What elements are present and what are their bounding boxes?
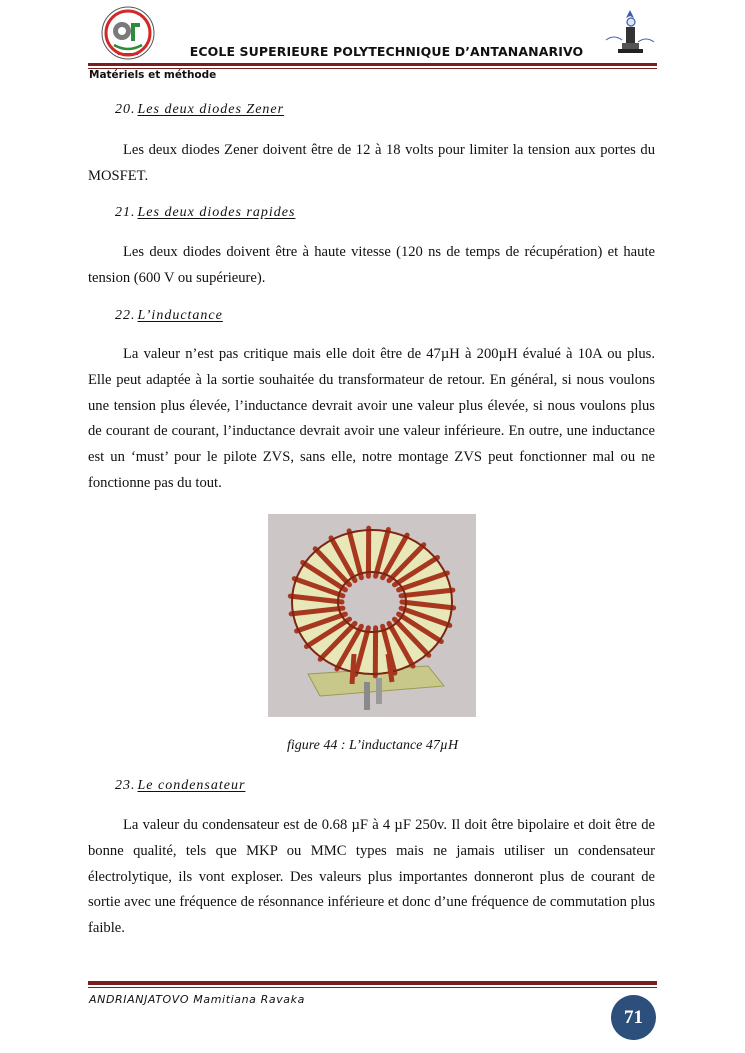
- heading-title: Le condensateur: [137, 778, 246, 793]
- header-rule: [88, 63, 657, 66]
- heading-inductance: [115, 308, 223, 324]
- school-name: ECOLE SUPERIEURE POLYTECHNIQUE D’ANTANANARIVO: [189, 44, 584, 59]
- heading-number: 23.: [115, 778, 136, 793]
- heading-title: Les deux diodes rapides: [137, 205, 296, 220]
- figure-caption: figure 44 : L’inductance 47µH: [286, 738, 459, 753]
- paragraph-capacitor: La valeur du condensateur est de 0.68 µF à 4 µF 250v. Il doit être bipolaire et doit être de bonne qualité, tels que MKP ou MMC types mais ne jamais utiliser un condensateur électrolytique, ils vont exploser. Des valeurs plus importantes donneront plus de courant de sortie avec une fréquence de résonnance inférieure et donc d’une fréquence de commutation plus faible.: [88, 817, 655, 937]
- department-logo: [604, 6, 656, 62]
- paragraph-inductance: La valeur n’est pas critique mais elle doit être de 47µH à 200µH évalué à 10A ou plus. Elle peut adaptée à la sortie souhaitée du transformateur de retour. En général, si nous voulons une tension plus élevée, l’inductance devrait avoir une valeur plus élevée, si nous voulons plus de courant de courant, l’inductance devrait avoir une valeur inférieure. En outre, une inductance est un ‘must’ pour le pilote ZVS, sans elle, notre montage ZVS peut fonctionner mal ou ne fonctionne pas du tout.: [88, 346, 655, 491]
- heading-capacitor: [115, 778, 245, 794]
- paragraph-zener-diodes: Les deux diodes Zener doivent être de 12 à 18 volts pour limiter la tension aux portes du MOSFET.: [88, 142, 655, 184]
- heading-number: 20.: [115, 102, 136, 117]
- heading-title: Les deux diodes Zener: [137, 102, 285, 117]
- footer-rule: [88, 981, 657, 985]
- heading-number: 21.: [115, 205, 136, 220]
- heading-fast-diodes: [115, 205, 295, 221]
- page-number-badge: 71: [611, 995, 656, 1040]
- inductor-photo: [268, 514, 476, 717]
- heading-zener-diodes: [115, 102, 284, 118]
- heading-number: 22.: [115, 308, 136, 323]
- paragraph-fast-diodes: Les deux diodes doivent être à haute vitesse (120 ns de temps de récupération) et haute tension (600 V ou supérieure).: [88, 244, 655, 286]
- footer-rule-thin: [88, 987, 657, 988]
- chapter-header: Matériels et méthode: [89, 69, 217, 81]
- author-name: ANDRIANJATOVO Mamitiana Ravaka: [89, 993, 305, 1006]
- heading-title: L’inductance: [137, 308, 223, 323]
